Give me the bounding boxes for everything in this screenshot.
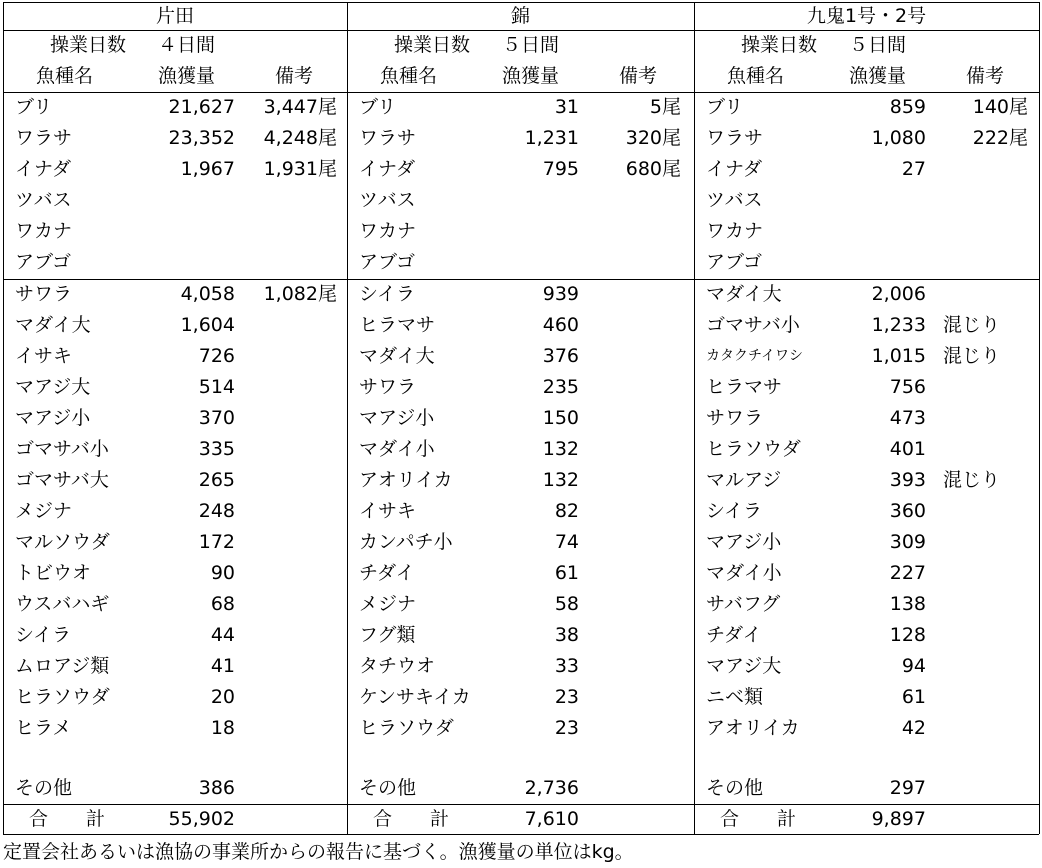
- species-name: ワカナ: [359, 220, 417, 242]
- species-name: イサキ: [359, 500, 417, 522]
- column-border: [347, 2, 348, 834]
- species-header: 魚種名: [727, 65, 785, 87]
- total-value: 55,902: [168, 808, 235, 830]
- species-name: マダイ大: [359, 345, 435, 367]
- total-label: 合 計: [29, 808, 106, 830]
- species-name: チダイ: [706, 624, 762, 646]
- catch-value: 31: [554, 96, 579, 118]
- species-name: サバフグ: [706, 593, 781, 615]
- catch-value: 33: [554, 655, 579, 677]
- catch-value: 138: [889, 593, 926, 615]
- species-name: ブリ: [15, 96, 53, 118]
- catch-value: 2,006: [871, 283, 926, 305]
- total-value: 9,897: [871, 808, 926, 830]
- catch-value: 132: [542, 469, 579, 491]
- species-name: ゴマサバ小: [706, 314, 800, 336]
- catch-value: 335: [198, 438, 235, 460]
- other-species-name: その他: [706, 777, 764, 799]
- catch-value: 27: [901, 158, 926, 180]
- species-name: マダイ小: [706, 562, 782, 584]
- species-name: ワラサ: [706, 127, 764, 149]
- operating-days-value: ５日間: [502, 34, 560, 56]
- species-name: チダイ: [359, 562, 415, 584]
- catch-value: 1,233: [871, 314, 926, 336]
- species-name: ワラサ: [15, 127, 73, 149]
- note-value: 222尾: [972, 127, 1028, 149]
- species-name: イナダ: [706, 158, 763, 180]
- species-name: マアジ大: [15, 376, 91, 398]
- species-name: ブリ: [706, 96, 744, 118]
- catch-value: 68: [210, 593, 235, 615]
- catch-header: 漁獲量: [158, 65, 216, 87]
- catch-value: 370: [198, 407, 235, 429]
- species-name: アブゴ: [706, 251, 763, 273]
- species-name: ムロアジ類: [15, 655, 110, 677]
- species-name: メジナ: [15, 500, 73, 522]
- catch-value: 248: [198, 500, 235, 522]
- catch-value: 460: [542, 314, 579, 336]
- species-name: ヒラマサ: [359, 314, 436, 336]
- note-value: 1,082尾: [263, 283, 337, 305]
- note-value: 5尾: [649, 96, 681, 118]
- catch-value: 21,627: [168, 96, 235, 118]
- catch-value: 38: [554, 624, 579, 646]
- operating-days-label: 操業日数: [394, 34, 471, 56]
- catch-value: 401: [889, 438, 926, 460]
- total-bottom-border: [3, 834, 1039, 835]
- total-label: 合 計: [373, 808, 450, 830]
- catch-value: 1,080: [871, 127, 926, 149]
- catch-value: 309: [889, 531, 926, 553]
- catch-value: 90: [210, 562, 235, 584]
- catch-value: 58: [554, 593, 579, 615]
- catch-value: 473: [889, 407, 926, 429]
- catch-value: 41: [210, 655, 235, 677]
- catch-value: 360: [889, 500, 926, 522]
- note-value: 320尾: [625, 127, 681, 149]
- catch-value: 132: [542, 438, 579, 460]
- catch-value: 795: [542, 158, 579, 180]
- species-name: マルソウダ: [15, 531, 110, 553]
- species-name: ツバス: [15, 189, 72, 211]
- note-header: 備考: [275, 65, 314, 87]
- species-name: ヒラソウダ: [359, 717, 454, 739]
- note-value: 混じり: [943, 314, 1001, 336]
- note-header: 備考: [619, 65, 658, 87]
- species-name: カンパチ小: [359, 531, 453, 553]
- catch-value: 756: [889, 376, 926, 398]
- catch-value: 393: [889, 469, 926, 491]
- catch-value: 94: [901, 655, 926, 677]
- species-name: マダイ大: [15, 314, 91, 336]
- species-name: イサキ: [15, 345, 73, 367]
- catch-value: 726: [198, 345, 235, 367]
- species-name: ウスバハギ: [15, 593, 110, 615]
- catch-value: 128: [889, 624, 926, 646]
- species-name: ゴマサバ大: [15, 469, 109, 491]
- note-value: 1,931尾: [263, 158, 337, 180]
- catch-value: 74: [554, 531, 579, 553]
- species-name: アブゴ: [15, 251, 72, 273]
- catch-value: 4,058: [180, 283, 235, 305]
- catch-value: 42: [901, 717, 926, 739]
- species-name: ゴマサバ小: [15, 438, 109, 460]
- location-name: 九鬼1号・2号: [806, 5, 927, 27]
- species-name: メジナ: [359, 593, 417, 615]
- species-name: アブゴ: [359, 251, 416, 273]
- catch-value: 1,967: [180, 158, 235, 180]
- species-name: ワラサ: [359, 127, 417, 149]
- catch-value: 44: [210, 624, 235, 646]
- catch-report-table: [3, 2, 1039, 834]
- catch-value: 20: [210, 686, 235, 708]
- species-name: アオリイカ: [359, 469, 453, 491]
- note-value: 混じり: [943, 345, 1001, 367]
- column-border: [1039, 2, 1040, 834]
- catch-value: 172: [198, 531, 235, 553]
- catch-header: 漁獲量: [502, 65, 560, 87]
- catch-value: 23,352: [168, 127, 235, 149]
- species-name: ニベ類: [706, 686, 764, 708]
- species-name: ワカナ: [706, 220, 764, 242]
- catch-value: 150: [542, 407, 579, 429]
- footnote: 定置会社あるいは漁協の事業所からの報告に基づく。漁獲量の単位はkg。: [3, 841, 634, 863]
- location-name: 錦: [510, 5, 530, 27]
- species-name: ブリ: [359, 96, 397, 118]
- note-header: 備考: [966, 65, 1005, 87]
- catch-value: 939: [542, 283, 579, 305]
- species-name: マダイ小: [359, 438, 435, 460]
- catch-value: 61: [554, 562, 579, 584]
- operating-days-value: ４日間: [158, 34, 216, 56]
- species-name: サワラ: [15, 283, 73, 305]
- other-species-name: その他: [15, 777, 73, 799]
- catch-value: 18: [210, 717, 235, 739]
- catch-value: 1,604: [180, 314, 235, 336]
- species-name: トビウオ: [15, 562, 92, 584]
- catch-header: 漁獲量: [849, 65, 907, 87]
- catch-value: 23: [554, 717, 579, 739]
- species-name: マアジ小: [706, 531, 782, 553]
- species-name: シイラ: [706, 500, 763, 522]
- catch-value: 859: [889, 96, 926, 118]
- operating-days-value: ５日間: [849, 34, 907, 56]
- location-name: 片田: [155, 5, 194, 27]
- species-name: イナダ: [359, 158, 416, 180]
- species-name: アオリイカ: [706, 717, 800, 739]
- species-name: ツバス: [359, 189, 416, 211]
- catch-value: 265: [198, 469, 235, 491]
- species-name: ヒラソウダ: [15, 686, 110, 708]
- species-name: シイラ: [15, 624, 72, 646]
- column-border: [3, 2, 4, 834]
- other-catch-value: 386: [198, 777, 235, 799]
- column-border: [694, 2, 695, 834]
- species-name: マアジ大: [706, 655, 782, 677]
- note-value: 4,248尾: [263, 127, 337, 149]
- other-catch-value: 2,736: [524, 777, 579, 799]
- species-name: ヒラマサ: [706, 376, 783, 398]
- species-name: サワラ: [706, 407, 764, 429]
- other-catch-value: 297: [889, 777, 926, 799]
- species-name: ヒラメ: [15, 717, 72, 739]
- note-value: 680尾: [625, 158, 681, 180]
- species-name: ワカナ: [15, 220, 73, 242]
- species-name: イナダ: [15, 158, 72, 180]
- species-name: カタクチイワシ: [706, 348, 804, 364]
- species-name: マアジ小: [15, 407, 91, 429]
- species-name: シイラ: [359, 283, 416, 305]
- species-name: ヒラソウダ: [706, 438, 801, 460]
- species-name: ケンサキイカ: [359, 686, 471, 708]
- catch-value: 23: [554, 686, 579, 708]
- species-header: 魚種名: [36, 65, 94, 87]
- catch-value: 1,231: [524, 127, 579, 149]
- total-value: 7,610: [524, 808, 579, 830]
- species-name: マダイ大: [706, 283, 782, 305]
- species-name: フグ類: [359, 624, 416, 646]
- catch-value: 376: [542, 345, 579, 367]
- catch-value: 82: [554, 500, 579, 522]
- note-value: 混じり: [943, 469, 1001, 491]
- operating-days-label: 操業日数: [741, 34, 818, 56]
- note-value: 3,447尾: [263, 96, 337, 118]
- species-name: ツバス: [706, 189, 763, 211]
- catch-value: 61: [901, 686, 926, 708]
- species-name: マアジ小: [359, 407, 435, 429]
- species-name: マルアジ: [706, 469, 782, 491]
- species-header: 魚種名: [380, 65, 438, 87]
- total-label: 合 計: [720, 808, 797, 830]
- other-species-name: その他: [359, 777, 417, 799]
- note-value: 140尾: [972, 96, 1028, 118]
- operating-days-label: 操業日数: [50, 34, 127, 56]
- species-name: タチウオ: [359, 655, 436, 677]
- catch-value: 1,015: [871, 345, 926, 367]
- catch-value: 227: [889, 562, 926, 584]
- species-name: サワラ: [359, 376, 417, 398]
- catch-value: 514: [198, 376, 235, 398]
- catch-value: 235: [542, 376, 579, 398]
